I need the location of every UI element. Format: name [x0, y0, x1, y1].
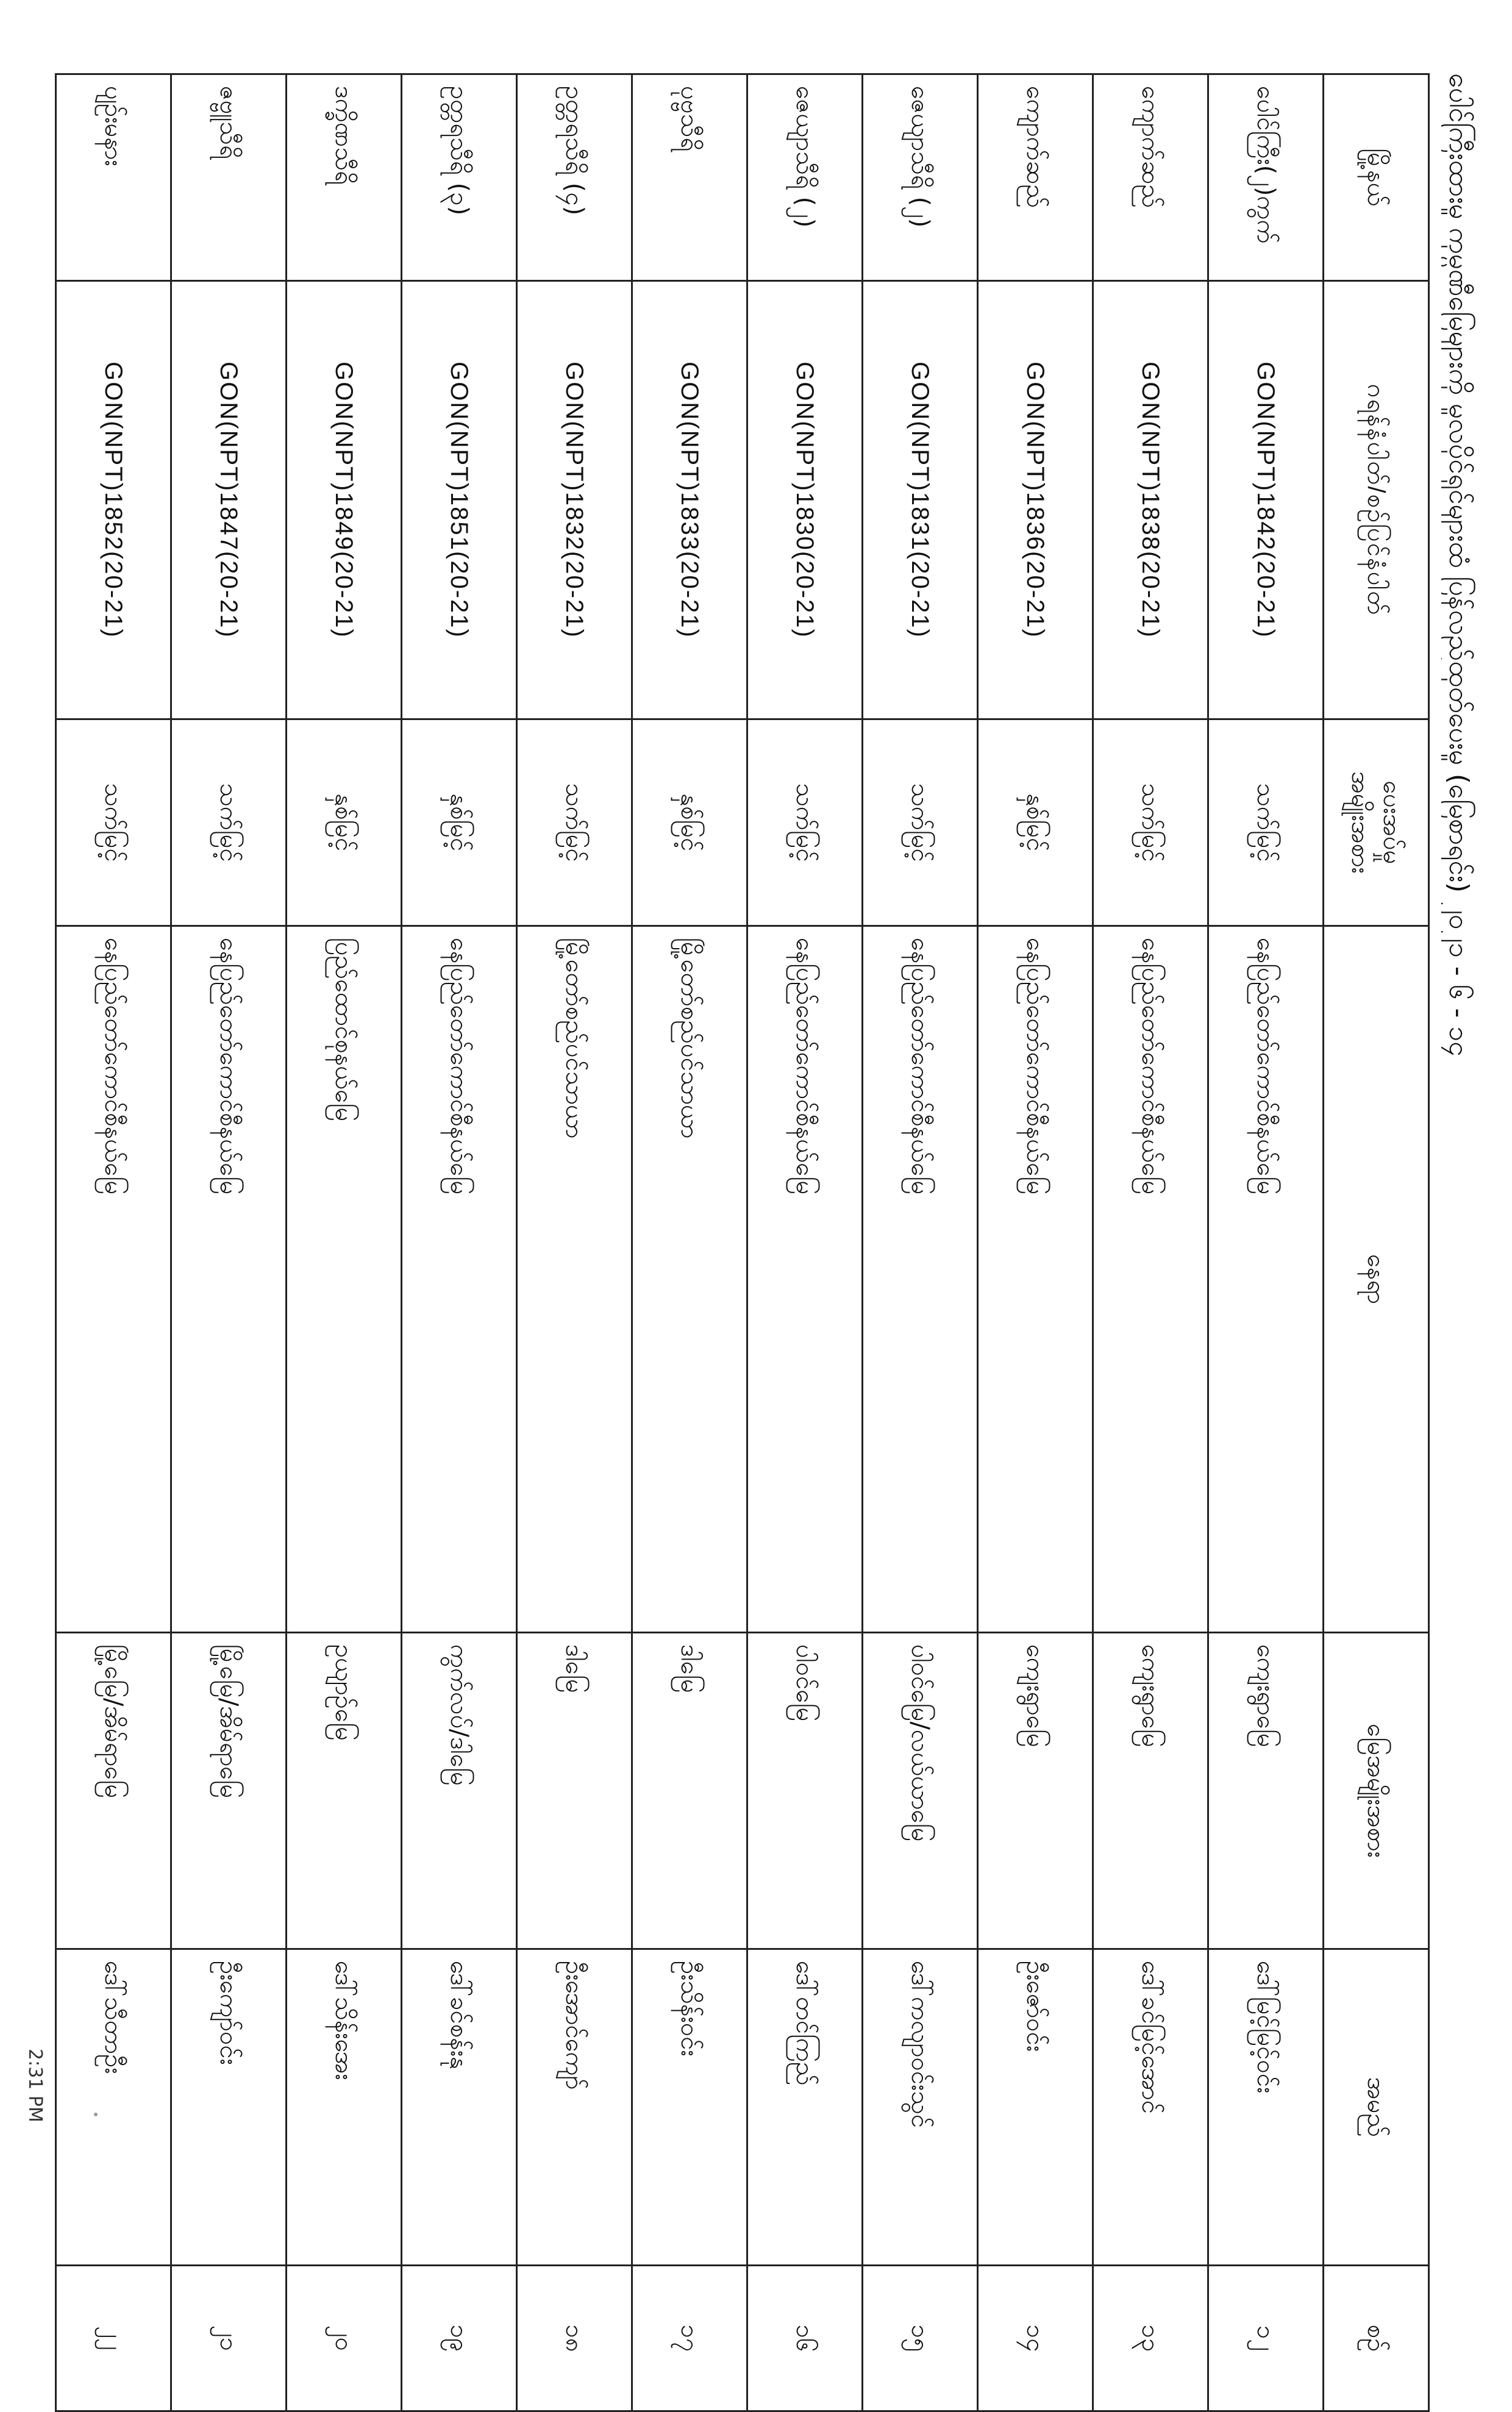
table-row: [747, 74, 863, 2411]
cell-location: နေပြည်တော်ကောင်စီနယ်မြေ: [56, 926, 171, 1633]
cell-land-type: မြို့မြေ/အိမ်ရာမြေ: [171, 1633, 287, 1949]
cell-township: ဥတ္တရသီရိ (၃): [402, 74, 517, 281]
cell-township: ပုဗ္ဗသီရိ: [632, 74, 747, 281]
cell-land-type: ကျေးရွာမြေ: [978, 1633, 1093, 1949]
cell-type: နှစ်မြင့်: [287, 719, 402, 926]
cell-name: ဒေါ်ကလျာဝင်းသွင်: [863, 1949, 978, 2266]
cell-township: ဇေယျာသီရိ (၂): [747, 74, 863, 281]
cell-type: သက်မြင့်: [517, 719, 632, 926]
cell-name: ဦးကျော်ဝင်း: [171, 1949, 287, 2266]
cell-type: သက်မြင့်: [1093, 719, 1208, 926]
table-row: [402, 74, 517, 2411]
print-timestamp: 2:31 PM: [24, 2049, 46, 2122]
cell-number: ၁၂: [1208, 2266, 1324, 2411]
cell-name: ဦးဇော်ဝင်း: [978, 1949, 1093, 2266]
cell-township: ဇေယျာသီရိ (၂): [863, 74, 978, 281]
cell-land-type: ဥယျာဉ်မြေ: [287, 1633, 402, 1949]
cell-land-type: မြို့မြေ/အိမ်ရာမြေ: [56, 1633, 171, 1949]
cell-location: မြို့တော်စည်ပင်သာယာ: [517, 926, 632, 1633]
cell-number: ၁၃: [1093, 2266, 1208, 2411]
cell-location: မြို့တော်စည်ပင်သာယာ: [632, 926, 747, 1633]
cell-number: ၁၈: [517, 2266, 632, 2411]
cell-township: ဇဗ္ဗူသီရိ: [171, 74, 287, 281]
cell-location: နေပြည်တော်ကောင်စီနယ်မြေ: [171, 926, 287, 1633]
cell-type: နှစ်မြင့်: [402, 719, 517, 926]
cell-name: ဒေါ်သိန်းအေး: [287, 1949, 402, 2266]
cell-registration: GON(NPT)1832(20-21): [517, 281, 632, 719]
cell-number: ၂၂: [56, 2266, 171, 2411]
cell-registration: GON(NPT)1831(20-21): [863, 281, 978, 719]
header-registration: ဂရန်နံပါတ်/စဉ်ပြင်နံပါတ်: [1324, 281, 1429, 719]
cell-location: နေပြည်တော်ကောင်စီနယ်မြေ: [402, 926, 517, 1633]
table-row: [1208, 74, 1324, 2411]
cell-location: နေပြည်တော်ကောင်စီနယ်မြေ: [747, 926, 863, 1633]
cell-registration: GON(NPT)1842(20-21): [1208, 281, 1324, 719]
cell-registration: GON(NPT)1838(20-21): [1093, 281, 1208, 719]
cell-number: ၁၉: [402, 2266, 517, 2411]
cell-number: ၂၁: [171, 2266, 287, 2411]
table-row: [517, 74, 632, 2411]
cell-type: သက်မြင့်: [56, 719, 171, 926]
header-land-type: မြေအမျိုးအစား: [1324, 1633, 1429, 1949]
cell-location: နေပြည်တော်ကောင်စီနယ်မြေ: [1208, 926, 1324, 1633]
cell-land-type: ဒါမြေ: [632, 1633, 747, 1949]
cell-type: သက်မြင့်: [1208, 719, 1324, 926]
cell-township: ပေါင်ကြီး(၂)ကွက်: [1208, 74, 1324, 281]
table-header-row: [1324, 74, 1429, 2411]
cell-township: ဒက္ခိဏသီရိ: [287, 74, 402, 281]
cell-township: ပျဉ်းမနား: [56, 74, 171, 281]
cell-land-type: ပါဝင်မြေ: [747, 1633, 863, 1949]
table-row: [171, 74, 287, 2411]
table-row: [287, 74, 402, 2411]
table-row: [978, 74, 1093, 2411]
cell-township: ဥတ္တရသီရိ (၄): [517, 74, 632, 281]
cell-name: ဒေါ်ခင်စန်းနု: [402, 1949, 517, 2266]
cell-number: ၁၅: [863, 2266, 978, 2411]
cell-name: ဒေါ်တင်ကြည်: [747, 1949, 863, 2266]
cell-township: ကျောက်ဆည်: [978, 74, 1093, 281]
cell-registration: GON(NPT)1833(20-21): [632, 281, 747, 719]
header-type: ပေးအပ်မှု အမျိုးအစား: [1324, 719, 1429, 926]
cell-registration: GON(NPT)1851(20-21): [402, 281, 517, 719]
header-name: အမည်: [1324, 1949, 1429, 2266]
header-number: စဉ်: [1324, 2266, 1429, 2411]
cell-location: ပြည်ထောင်စုနယ်မြေ: [287, 926, 402, 1633]
cell-type: သက်မြင့်: [863, 719, 978, 926]
cell-number: ၁၇: [632, 2266, 747, 2411]
header-location: နေရာ: [1324, 926, 1429, 1633]
cell-location: နေပြည်တော်ကောင်စီနယ်မြေ: [978, 926, 1093, 1633]
cell-land-type: ကျေးရွာမြေ: [1093, 1633, 1208, 1949]
cell-registration: GON(NPT)1847(20-21): [171, 281, 287, 719]
scan-speck: [94, 2113, 98, 2116]
cell-number: ၁၆: [747, 2266, 863, 2411]
table-row: [632, 74, 747, 2411]
table-body: [56, 74, 1324, 2411]
cell-registration: GON(NPT)1830(20-21): [747, 281, 863, 719]
table-row: [1093, 74, 1208, 2411]
cell-name: ဒေါ်သီတာဦး: [56, 1949, 171, 2266]
cell-type: သက်မြင့်: [171, 719, 287, 926]
cell-type: နှစ်မြင့်: [978, 719, 1093, 926]
cell-name: ဒေါ်မြင့်မြင့်ဝင်း: [1208, 1949, 1324, 2266]
cell-registration: GON(NPT)1836(20-21): [978, 281, 1093, 719]
header-township: မြို့နယ်: [1324, 74, 1429, 281]
cell-land-type: ပါဝင်မြေ/လယ်ယာမြေ: [863, 1633, 978, 1949]
cell-name: ဒေါ်ခင်မြင့်အောင်: [1093, 1949, 1208, 2266]
cell-land-type: ကွက်လပ်/ဒါမြေ: [402, 1633, 517, 1949]
cell-registration: GON(NPT)1852(20-21): [56, 281, 171, 719]
cell-location: နေပြည်တော်ကောင်စီနယ်မြေ: [863, 926, 978, 1633]
cell-type: နှစ်မြင့်: [632, 719, 747, 926]
document-title: ပေါင်ကြီးထားမှု ကုမ္ပဏီမြေများကို မူလပိုင်ရှင်များထံ ပြန်လည်ထုတ်ပေးမှု (မြေစာရင်း) ၂၀၂၁ - ၆ - ၁၄: [1443, 73, 1474, 1057]
cell-land-type: ကျေးရွာမြေ: [1208, 1633, 1324, 1949]
table-row: [56, 74, 171, 2411]
cell-land-type: ဒါမြေ: [517, 1633, 632, 1949]
cell-township: ကျောက်ဆည်: [1093, 74, 1208, 281]
cell-location: နေပြည်တော်ကောင်စီနယ်မြေ: [1093, 926, 1208, 1633]
cell-name: ဦးအောင်ကျော်: [517, 1949, 632, 2266]
cell-type: သက်မြင့်: [747, 719, 863, 926]
cell-name: ဦးသိန်းဝင်း: [632, 1949, 747, 2266]
cell-number: ၂၀: [287, 2266, 402, 2411]
land-records-table: [55, 73, 1430, 2412]
table-row: [863, 74, 978, 2411]
cell-number: ၁၄: [978, 2266, 1093, 2411]
cell-registration: GON(NPT)1849(20-21): [287, 281, 402, 719]
